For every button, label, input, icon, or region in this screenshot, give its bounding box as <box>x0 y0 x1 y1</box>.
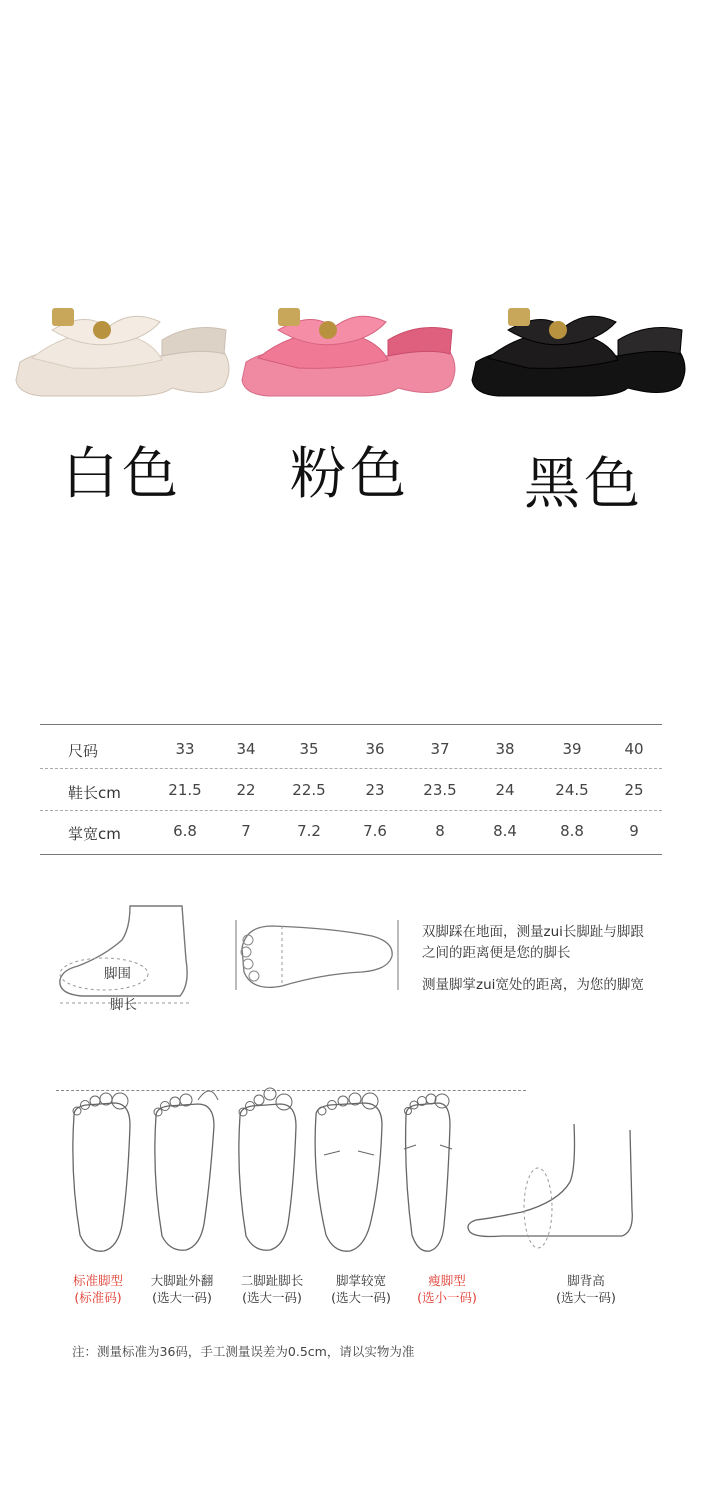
foot-type-advice: (选大一码) <box>556 1290 616 1305</box>
color-label-pink: 粉色 <box>290 442 410 507</box>
foot-standard-icon <box>66 1085 136 1255</box>
table-cell: 38 <box>495 740 515 758</box>
table-cell: 22.5 <box>292 781 326 799</box>
foot-type-name: 二脚趾脚长 <box>240 1273 304 1288</box>
table-cell: 25 <box>624 781 644 799</box>
label-foot-length: 脚长 <box>110 997 137 1013</box>
foot-type-caption-bunion <box>134 1272 230 1306</box>
foot-type-name: 脚掌较宽 <box>335 1273 386 1288</box>
foot-top-diagram <box>232 918 404 996</box>
table-cell: 39 <box>562 740 582 758</box>
table-cell: 7 <box>241 822 251 840</box>
color-label-black: 黑色 <box>524 452 644 517</box>
table-cell: 21.5 <box>168 781 202 799</box>
table-cell: 33 <box>175 740 195 758</box>
row-label-size: 尺码 <box>68 742 99 760</box>
table-cell: 22 <box>236 781 256 799</box>
foot-second-toe-icon <box>232 1082 302 1255</box>
foot-bunion-icon <box>148 1080 223 1255</box>
foot-slim-icon <box>396 1085 460 1255</box>
foot-type-caption-standard <box>50 1272 146 1306</box>
table-cell: 23.5 <box>423 781 457 799</box>
foot-type-name: 瘦脚型 <box>428 1273 466 1288</box>
table-cell: 8.8 <box>560 822 584 840</box>
shoe-white-image <box>12 300 242 410</box>
row-label-length: 鞋长cm <box>68 784 121 802</box>
measure-text-line2: 之间的距离便是您的脚长 <box>422 945 571 961</box>
table-row-divider <box>40 810 662 811</box>
table-cell: 7.6 <box>363 822 387 840</box>
row-label-width: 掌宽cm <box>68 825 121 843</box>
foot-wide-icon <box>312 1085 386 1255</box>
foot-type-caption-second-toe <box>224 1272 320 1306</box>
foot-type-advice: (标准码) <box>74 1290 122 1305</box>
table-row-divider <box>40 768 662 769</box>
table-cell: 34 <box>236 740 256 758</box>
table-cell: 9 <box>629 822 639 840</box>
foot-high-instep-icon <box>462 1120 637 1258</box>
foot-type-name: 标准脚型 <box>72 1273 123 1288</box>
foot-type-advice: (选小一码) <box>417 1290 477 1305</box>
shoe-pink-image <box>238 300 468 410</box>
table-cell: 24 <box>495 781 515 799</box>
measure-text-line3: 测量脚掌zui宽处的距离，为您的脚宽 <box>422 977 644 993</box>
table-cell: 7.2 <box>297 822 321 840</box>
label-foot-girth: 脚围 <box>104 966 131 982</box>
table-cell: 23 <box>365 781 385 799</box>
table-cell: 8 <box>435 822 445 840</box>
table-cell: 8.4 <box>493 822 517 840</box>
table-cell: 36 <box>365 740 385 758</box>
measurement-note: 注：测量标准为36码，手工测量误差为0.5cm，请以实物为准 <box>72 1344 415 1359</box>
table-top-rule <box>40 724 662 725</box>
foot-type-caption-high-instep <box>538 1272 634 1306</box>
foot-type-advice: (选大一码) <box>242 1290 302 1305</box>
foot-type-name: 脚背高 <box>567 1273 605 1288</box>
shoe-black-image <box>468 300 698 410</box>
foot-type-advice: (选大一码) <box>152 1290 212 1305</box>
color-label-white: 白色 <box>62 442 182 507</box>
table-cell: 24.5 <box>555 781 589 799</box>
foot-type-caption-wide <box>313 1272 409 1306</box>
measure-text-line1: 双脚踩在地面，测量zui长脚趾与脚跟 <box>422 924 644 940</box>
table-cell: 37 <box>430 740 450 758</box>
foot-type-advice: (选大一码) <box>331 1290 391 1305</box>
shoe-shape <box>16 308 229 396</box>
table-bottom-rule <box>40 854 662 855</box>
table-cell: 6.8 <box>173 822 197 840</box>
foot-type-caption-slim <box>399 1272 495 1306</box>
foot-type-name: 大脚趾外翻 <box>150 1273 214 1288</box>
table-cell: 35 <box>299 740 319 758</box>
table-cell: 40 <box>624 740 644 758</box>
